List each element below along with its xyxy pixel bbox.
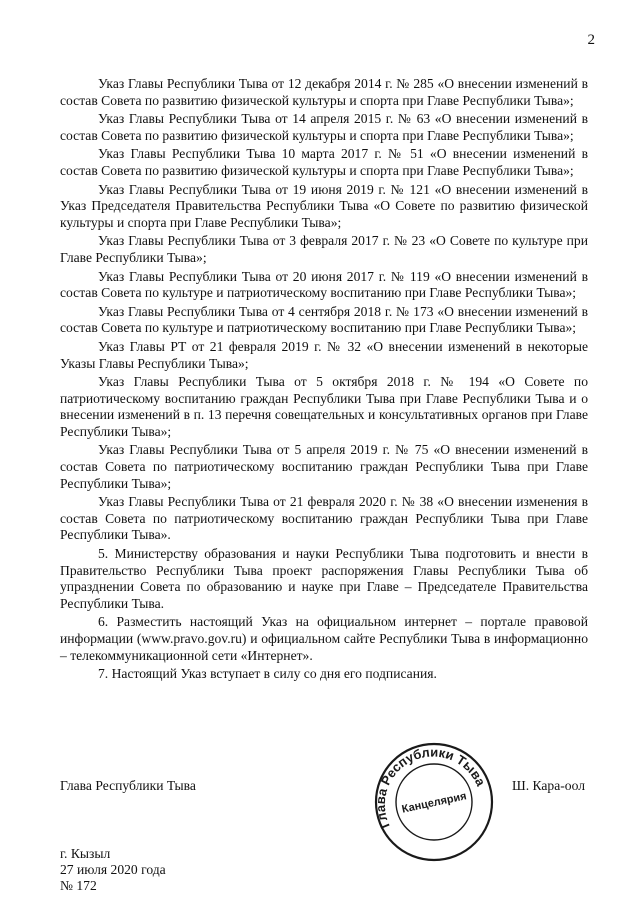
official-stamp <box>362 734 502 864</box>
paragraph: Указ Главы Республики Тыва от 21 февраля 2020 г. № 38 «О внесении изменения в состав Совета по патриотическому воспитанию граждан Республики Тыва при Главе Республики Тыва». <box>60 494 588 543</box>
paragraph: Указ Главы Республики Тыва от 19 июня 2019 г. № 121 «О внесении изменений в Указ Председателя Правительства Республики Тыва «О Совете по развитию физической культуры и спорта при Главе Республики Тыва»; <box>60 181 588 230</box>
stamp-outer-text: Глава Республики Тыва <box>372 744 489 831</box>
stamp-inner-text: Канцелярия <box>400 790 468 816</box>
paragraph: Указ Главы Республики Тыва 10 марта 2017 г. № 51 «О внесении изменений в состав Совета по развитию физической культуры и спорта при Главе Республики Тыва»; <box>60 146 588 178</box>
paragraph: Указ Главы Республики Тыва от 20 июня 2017 г. № 119 «О внесении изменений в состав Совета по культуре и патриотическому воспитанию при Главе Республики Тыва»; <box>60 268 588 301</box>
paragraph: 7. Настоящий Указ вступает в силу со дня его подписания. <box>98 666 437 682</box>
city-label: г. Кызыл <box>60 846 111 861</box>
paragraph: Указ Главы Республики Тыва от 4 сентября 2018 г. № 173 «О внесении изменений в состав Совета по культуре и патриотическому воспитанию при Главе Республики Тыва»; <box>60 303 588 336</box>
signature-role: Глава Республики Тыва <box>60 778 196 793</box>
paragraph: Указ Главы Республики Тыва от 3 февраля 2017 г. № 23 «О Совете по культуре при Главе Республики Тыва»; <box>60 233 588 265</box>
paragraph: 5. Министерству образования и науки Республики Тыва подготовить и внести в Правительство Республики Тыва проект распоряжения Главы Республики Тыва об упразднении Совета по образованию и науке при Главе – Председателе Правительства Республики Тыва. <box>60 546 588 611</box>
paragraph: Указ Главы Республики Тыва от 12 декабря 2014 г. № 285 «О внесении изменений в состав Совета по развитию физической культуры и спорта при Главе Республики Тыва»; <box>60 76 588 108</box>
signatory-name: Ш. Кара-оол <box>512 778 585 793</box>
paragraph: Указ Главы РТ от 21 февраля 2019 г. № 32 «О внесении изменений в некоторые Указы Главы Республики Тыва»; <box>60 338 588 371</box>
paragraph: Указ Главы Республики Тыва от 14 апреля 2015 г. № 63 «О внесении изменений в состав Совета по развитию физической культуры и спорта при Главе Республики Тыва»; <box>60 111 588 143</box>
document-body <box>60 76 588 685</box>
paragraph: Указ Главы Республики Тыва от 5 апреля 2019 г. № 75 «О внесении изменений в состав Совета по патриотическому воспитанию граждан Республики Тыва при Главе Республики Тыва»; <box>60 442 588 491</box>
page-number: 2 <box>587 32 595 48</box>
place-date-block <box>60 846 166 894</box>
paragraph: 6. Разместить настоящий Указ на официальном интернет – портале правовой информации (www.pravo.gov.ru) и официальном сайте Республики Тыва в информационно – телекоммуникационной сети «Интернет». <box>60 614 588 663</box>
paragraph: Указ Главы Республики Тыва от 5 октября 2018 г. № 194 «О Совете по патриотическому воспитанию граждан Республики Тыва при Главе Республики Тыва и о внесении изменений в п. 13 перечня совещательных и консультативных органов при Главе Республики Тыва»; <box>60 374 588 439</box>
decree-number: № 172 <box>60 878 97 893</box>
date-label: 27 июля 2020 года <box>60 862 166 877</box>
